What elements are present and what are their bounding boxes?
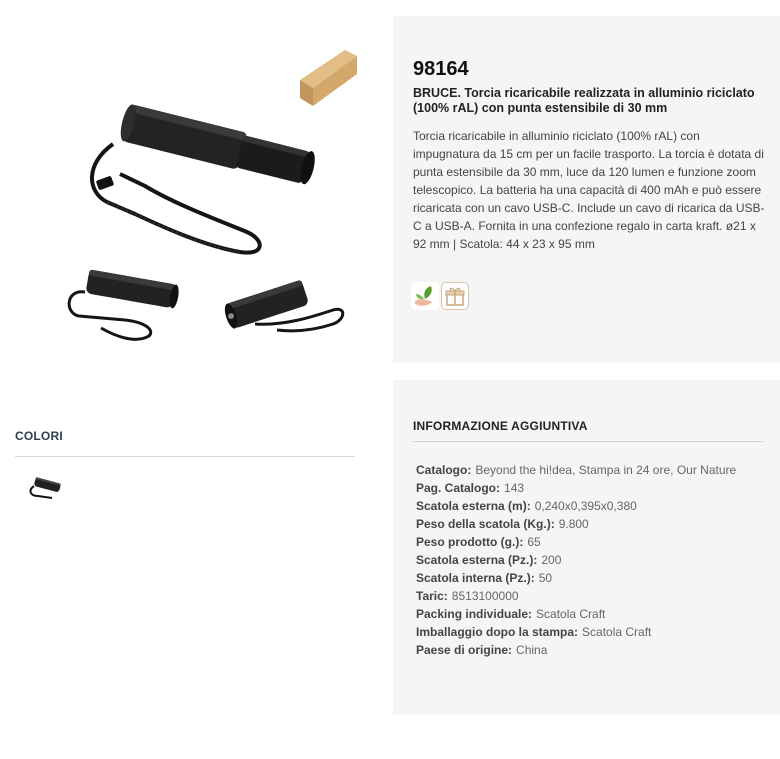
info-row-taric: Taric: 8513100000 — [416, 589, 519, 603]
additional-info-divider — [413, 441, 763, 442]
product-description: Torcia ricaricabile in alluminio riciclato (100% rAL) con impugnatura da 15 cm per un facile trasporto. La torcia è dotata di punta estensibile da 30 mm, luce da 120 lumen e funzione zoom telescopico. La batteria ha una capacità di 400 mAh e può essere ricaricata con un cavo USB-C. Include un cavo di ricarica da USB-C a USB-A. Fornita in una confezione regalo in carta kraft. ø21 x 92 mm | Scatola: 44 x 23 x 95 mm — [413, 129, 765, 251]
colors-divider — [15, 456, 355, 457]
small-flashlight-left-image — [69, 269, 180, 339]
info-row-imballaggio: Imballaggio dopo la stampa: Scatola Craft — [416, 625, 652, 639]
info-row-paese-origine: Paese di origine: China — [416, 643, 548, 657]
product-summary-panel — [393, 16, 780, 363]
info-row-pag-catalogo: Pag. Catalogo: 143 — [416, 481, 525, 495]
small-flashlight-right-image — [222, 280, 342, 331]
info-row-peso-prodotto: Peso prodotto (g.): 65 — [416, 535, 541, 549]
product-sku: 98164 — [413, 58, 469, 80]
additional-info-list — [413, 461, 765, 659]
additional-info-title: INFORMAZIONE AGGIUNTIVA — [413, 419, 588, 433]
gift-box-icon — [441, 282, 469, 310]
info-row-scatola-esterna-pz: Scatola esterna (Pz.): 200 — [416, 553, 562, 567]
colors-section-title: COLORI — [15, 429, 63, 443]
large-flashlight-image — [92, 103, 318, 253]
additional-info-panel — [393, 380, 780, 715]
info-row-peso-scatola: Peso della scatola (Kg.): 9.800 — [416, 517, 589, 531]
product-badges — [411, 282, 469, 310]
product-photo — [15, 14, 375, 394]
color-swatch-black[interactable] — [24, 472, 68, 512]
product-title: BRUCE. Torcia ricaricabile realizzata in alluminio riciclato (100% rAL) con punta estensibile di 30 mm — [413, 86, 755, 115]
product-image[interactable] — [15, 14, 375, 394]
info-row-packing-individuale: Packing individuale: Scatola Craft — [416, 607, 606, 621]
info-row-scatola-esterna-m: Scatola esterna (m): 0,240x0,395x0,380 — [416, 499, 637, 513]
info-row-catalogo: Catalogo: Beyond the hi!dea, Stampa in 24 ore, Our Nature — [416, 463, 737, 477]
info-row-scatola-interna-pz: Scatola interna (Pz.): 50 — [416, 571, 553, 585]
kraft-box-image — [300, 50, 357, 106]
eco-leaf-icon — [411, 282, 439, 310]
black-flashlight-thumbnail-icon — [24, 472, 68, 512]
